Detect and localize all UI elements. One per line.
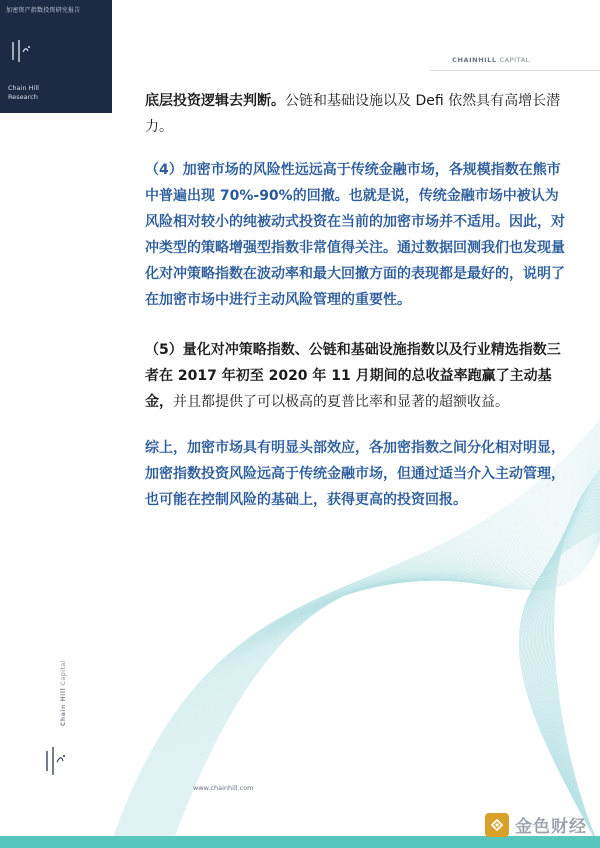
watermark-text: 金色财经 [515, 817, 587, 837]
golden-finance-logo-icon [485, 813, 509, 837]
paragraph-1 [145, 88, 570, 140]
vertical-brand [60, 660, 67, 726]
sidebar-brand [8, 84, 39, 102]
watermark [485, 812, 587, 837]
brand-line-2: Research [8, 93, 38, 101]
paragraph-3-text: 并且都提供了可以极高的夏普比率和显著的超额收益。 [173, 394, 509, 410]
header-brand [452, 56, 530, 64]
website-link[interactable]: www.chainhill.com [193, 784, 254, 792]
header-brand-light: CAPITAL [499, 56, 530, 64]
paragraph-1-text: 公链和基础设施以及 Defi 依然具有高增长潜力。 [145, 93, 561, 135]
header-brand-bold: CHAINHILL [452, 56, 497, 64]
paragraph-2: （4）加密市场的风险性远远高于传统金融市场，各规模指数在熊市中普遍出现 70%-90%的回撤。也就是说，传统金融市场中被认为风险相对较小的纯被动式投资在当前的加密市场并不适用。因此，对冲类型的策略增强型指数非常值得关注。通过数据回测我们也发现量化对冲策略指数在波动率和最大回撤方面的表现都是最好的，说明了在加密市场中进行主动风险管理的重要性。 [145, 162, 565, 308]
header-divider [430, 70, 600, 71]
chain-hill-logo-icon [8, 38, 34, 64]
paragraph-3-bold: （5）量化对冲策略指数、公链和基础设施指数以及行业精选指数三者在 2017 年初至 2020 年 11 月期间的总收益率跑赢了主动基金， [145, 342, 561, 410]
paragraph-1-bold: 底层投资逻辑去判断。 [145, 93, 285, 109]
paragraph-3 [145, 337, 570, 415]
sidebar-header-box [0, 0, 112, 113]
brand-line-1: Chain Hill [8, 84, 39, 92]
paragraph-4: 综上，加密市场具有明显头部效应，各加密指数之间分化相对明显，加密指数投资风险远高于传统金融市场，但通过适当介入主动管理，也可能在控制风险的基础上，获得更高的投资回报。 [145, 440, 565, 508]
report-title: 加密资产指数投资研究报告 [6, 7, 81, 14]
vertical-brand-light: Capital [60, 660, 67, 686]
vertical-brand-bold: Chain Hill [60, 687, 67, 727]
chain-hill-bottom-logo-icon [40, 745, 70, 777]
bottom-accent-bar [0, 836, 600, 848]
